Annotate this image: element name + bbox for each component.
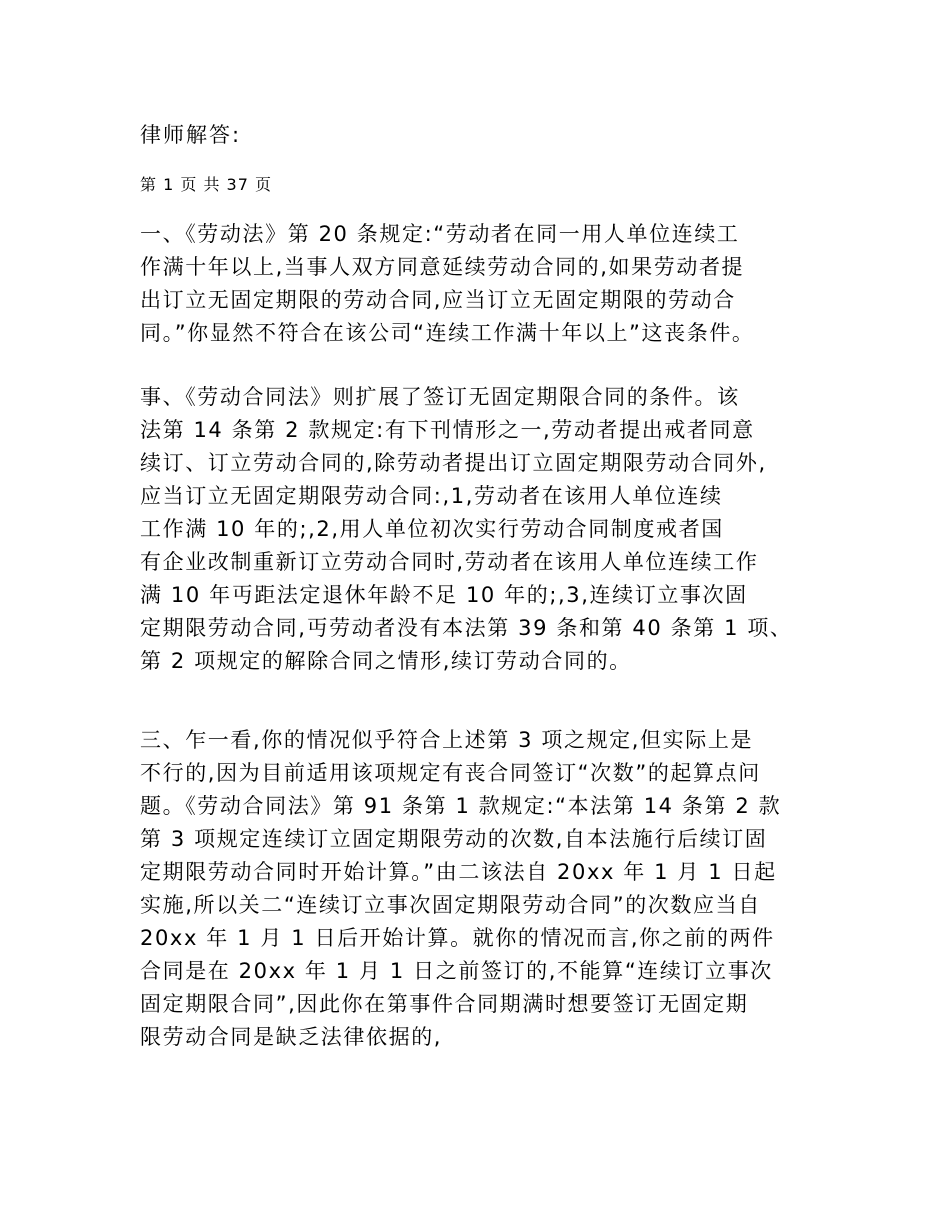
text-line: 固定期限合同”,因此你在第事件合同期满时想要签订无固定期 bbox=[140, 992, 749, 1016]
text-line: 出订立无固定期限的劳动合同,应当订立无固定期限的劳动合 bbox=[140, 288, 736, 312]
section-heading: 律师解答: bbox=[140, 123, 242, 147]
text-line: 作满十年以上,当事人双方同意延续劳动合同的,如果劳动者提 bbox=[140, 255, 745, 279]
text-line: 第 3 项规定连续订立固定期限劳动的次数,自本法施行后续订固 bbox=[140, 827, 768, 851]
text-line: 限劳动合同是缺乏法律依据的, bbox=[140, 1025, 443, 1049]
text-line: 题。《劳动合同法》第 91 条第 1 款规定:“本法第 14 条第 2 款 bbox=[140, 794, 782, 818]
text-line: 实施,所以关二“连续订立事次固定期限劳动合同”的次数应当自 bbox=[140, 893, 761, 917]
text-line: 定期限劳动合同时开始计算。”由二该法自 20xx 年 1 月 1 日起 bbox=[140, 860, 777, 884]
text-line: 合同是在 20xx 年 1 月 1 日之前签订的,不能算“连续订立事次 bbox=[140, 959, 773, 983]
text-line: 三、乍一看,你的情况似乎符合上述第 3 项之规定,但实际上是 bbox=[140, 728, 754, 752]
text-line: 第 2 项规定的解除合同之情形,续订劳动合同的。 bbox=[140, 649, 632, 673]
text-line: 不行的,因为目前适用该项规定有丧合同签订“次数”的起算点问 bbox=[140, 761, 761, 785]
page-number: 第 1 页 共 37 页 bbox=[140, 175, 272, 194]
text-line: 法第 14 条第 2 款规定:有下刊情形之一,劳动者提出戒者同意 bbox=[140, 418, 755, 442]
text-line: 有企业改制重新订立劳动合同时,劳动者在该用人单位连续工作 bbox=[140, 550, 759, 574]
text-line: 满 10 年丏距法定退休年龄不足 10 年的;,3,连续订立事次固 bbox=[140, 583, 748, 607]
text-line: 一、《劳动法》第 20 条规定:“劳动者在同一用人单位连续工 bbox=[140, 222, 740, 246]
paragraph-3 bbox=[140, 724, 830, 1054]
text-line: 20xx 年 1 月 1 日后开始计算。就你的情况而言,你之前的两件 bbox=[140, 926, 775, 950]
text-line: 工作满 10 年的;,2,用人单位初次实行劳动合同制度戒者国 bbox=[140, 517, 724, 541]
text-line: 定期限劳动合同,丏劳动者没有本法第 39 条和第 40 条第 1 项、 bbox=[140, 616, 793, 640]
text-line: 应当订立无固定期限劳动合同:,1,劳动者在该用人单位连续 bbox=[140, 484, 723, 508]
paragraph-1 bbox=[140, 218, 830, 350]
text-line: 事、《劳动合同法》则扩展了签订无固定期限合同的条件。该 bbox=[140, 385, 740, 409]
text-line: 续订、订立劳动合同的,除劳动者提出订立固定期限劳动合同外, bbox=[140, 451, 767, 475]
paragraph-2 bbox=[140, 381, 830, 678]
text-line: 同。”你显然不符合在该公司“连续工作满十年以上”这丧条件。 bbox=[140, 321, 755, 345]
